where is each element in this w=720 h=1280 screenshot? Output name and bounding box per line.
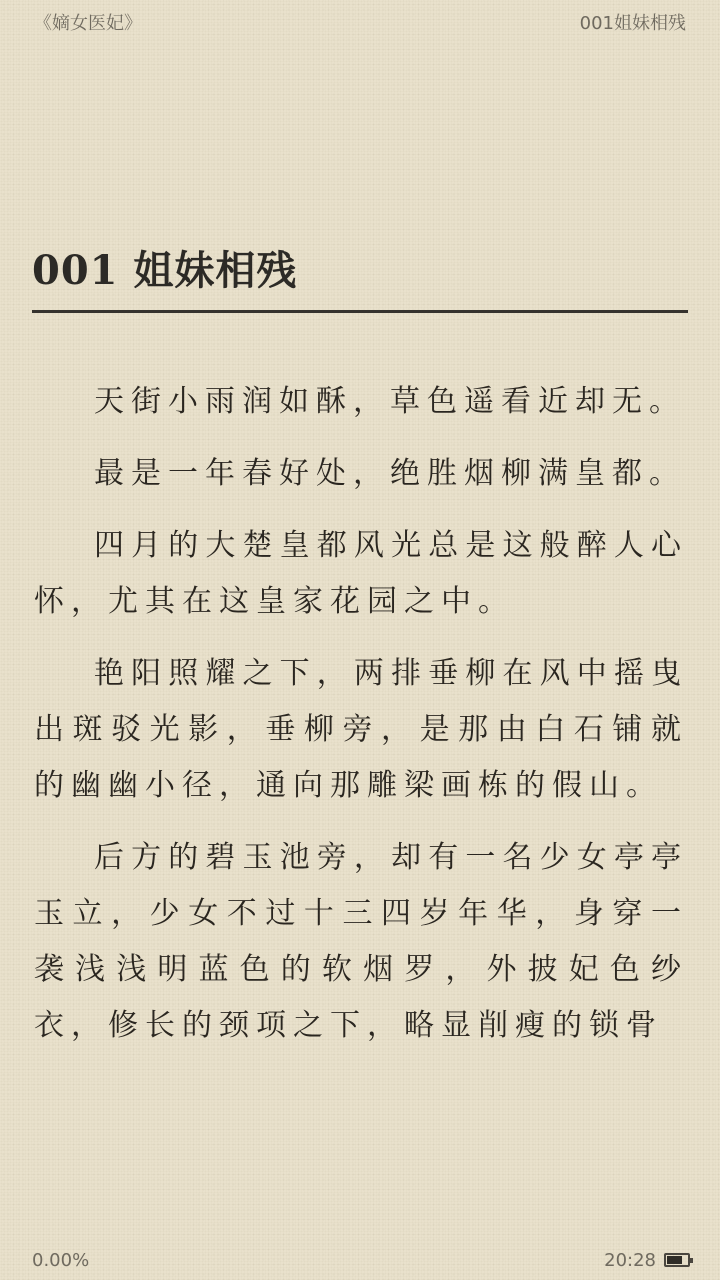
chapter-title: 001 姐妹相残 bbox=[32, 247, 298, 294]
reading-progress: 0.00% bbox=[32, 1249, 90, 1271]
clock-time: 20:28 bbox=[604, 1249, 656, 1271]
book-title: 《嫡女医妃》 bbox=[34, 13, 142, 34]
bottom-status-bar bbox=[32, 1246, 690, 1274]
status-right bbox=[604, 1250, 690, 1271]
battery-icon bbox=[664, 1253, 690, 1267]
top-status-bar bbox=[34, 8, 686, 36]
paragraph: 四月的大楚皇都风光总是这般醉人心怀，尤其在这皇家花园之中。 bbox=[34, 528, 688, 619]
reading-content[interactable] bbox=[34, 374, 688, 1226]
chapter-header bbox=[32, 244, 688, 313]
chapter-name: 001姐妹相残 bbox=[579, 13, 686, 34]
paragraph: 艳阳照耀之下，两排垂柳在风中摇曳出斑驳光影，垂柳旁，是那由白石铺就的幽幽小径，通向那雕梁画栋的假山。 bbox=[34, 656, 688, 803]
battery-fill bbox=[667, 1256, 682, 1264]
paragraph: 最是一年春好处，绝胜烟柳满皇都。 bbox=[94, 456, 686, 491]
paragraph: 天街小雨润如酥，草色遥看近却无。 bbox=[94, 384, 686, 419]
title-divider bbox=[32, 310, 688, 313]
paragraph: 后方的碧玉池旁，却有一名少女亭亭玉立，少女不过十三四岁年华，身穿一袭浅浅明蓝色的软烟罗，外披妃色纱衣，修长的颈项之下，略显削瘦的锁骨 bbox=[34, 840, 688, 1043]
